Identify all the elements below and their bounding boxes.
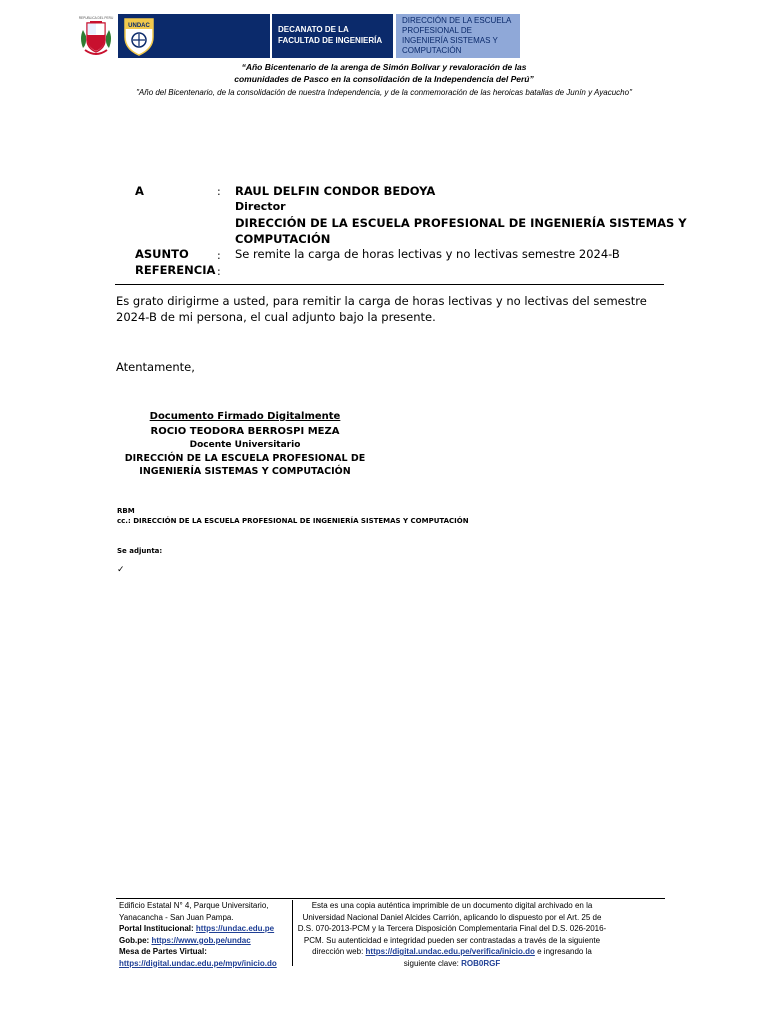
gob-row [119,935,291,947]
check-icon: ✓ [117,565,125,575]
logo-text: UNDAC [128,23,150,29]
subject-value: Se remite la carga de horas lectivas y no lectivas semestre 2024-B [235,247,620,261]
digital-signature-label: Documento Firmado Digitalmente [149,411,341,422]
cc-value: DIRECCIÓN DE LA ESCUELA PROFESIONAL DE INGENIERÍA SISTEMAS Y COMPUTACIÓN [133,517,469,525]
attached-label: Se adjunta: [117,547,163,555]
footer-divider [116,898,665,899]
portal-label: Portal Institucional: [119,924,194,933]
portal-link[interactable]: https://undac.edu.pe [195,924,275,933]
address-line1: Edificio Estatal N° 4, Parque Universitario, [119,901,269,910]
cc-line [117,517,469,525]
mesa-link[interactable]: https://digital.undac.edu.pe/mpv/inicio.do [119,958,277,968]
year-motto [0,61,768,85]
closing: Atentamente, [116,360,195,374]
peru-coat-of-arms-icon [78,14,114,58]
recipient-department-line1: DIRECCIÓN DE LA ESCUELA PROFESIONAL DE INGENIERÍA SISTEMAS Y [235,216,687,230]
cc-label: cc.: [117,517,131,525]
mesa-label: Mesa de Partes Virtual: [119,947,207,956]
year-motto-secondary: "Año del Bicentenario, de la consolidación de nuestra Independencia, y de la conmemoración de las heroicas batallas de Junín y Ayacucho" [136,88,632,97]
reference-colon: : [217,265,221,278]
address-line2: Yanacancha - San Juan Pampa. [119,912,234,922]
school-direction-box: DIRECCIÓN DE LA ESCUELA PROFESIONAL DE INGENIERÍA SISTEMAS Y COMPUTACIÓN [396,14,520,58]
initials: RBM [117,507,135,515]
subject-colon: : [217,249,221,262]
footer-column-divider [292,900,293,966]
portal-row [119,923,291,935]
signer-role: Docente Universitario [189,440,301,450]
signer-department-line2: INGENIERÍA SISTEMAS Y COMPUTACIÓN [139,466,351,477]
reference-label: REFERENCIA [135,263,216,277]
recipient-department-line2: COMPUTACIÓN [235,232,331,246]
recipient-name: RAUL DELFIN CONDOR BEDOYA [235,184,436,198]
verify-code: ROB0RGF [461,958,501,968]
year-motto-line2: comunidades de Pasco en la consolidación de la Independencia del Perú” [234,74,534,84]
signer-name: ROCIO TEODORA BERROSPI MEZA [150,426,340,437]
body-paragraph: Es grato dirigirme a usted, para remitir la carga de horas lectivas y no lectivas del semestre 2024-B de mi persona, el cual adjunto bajo la presente. [116,294,647,324]
signer-department-line1: DIRECCIÓN DE LA ESCUELA PROFESIONAL DE [124,453,366,464]
to-colon: : [217,185,221,198]
dean-office-box: DECANATO DE LA FACULTAD DE INGENIERÍA [272,14,393,58]
footer-authenticity-notice [296,900,608,969]
verify-link[interactable]: https://digital.undac.edu.pe/verifica/inicio.do [365,947,535,956]
gob-link[interactable]: https://www.gob.pe/undac [151,935,251,945]
year-motto-line1: “Año Bicentenario de la arenga de Simón Bolívar y revaloración de las [241,62,527,72]
subject-label: ASUNTO [135,247,189,261]
verify-suffix: e ingresando la siguiente clave: [403,947,592,968]
seal-text: REPUBLICA DEL PERU [78,16,114,20]
header-divider [115,284,664,285]
to-label: A [135,184,144,198]
signer-department [110,452,380,478]
footer-contact [119,900,291,969]
recipient-role: Director [235,200,286,213]
undac-shield-icon [121,15,157,57]
gob-label: Gob.pe: [119,935,150,945]
notice-text: Esta es una copia auténtica imprimible de un documento digital archivado en la Universidad Nacional Daniel Alcides Carrión, aplicando lo dispuesto por el Art. 25 de D.S. 070-2013-PCM y la Tercera Disposición Complementaria Final del D.S. 026-2016-PCM. Su autenticidad e integridad pueden ser contrastadas a través de la siguiente dirección web: [297,901,607,956]
